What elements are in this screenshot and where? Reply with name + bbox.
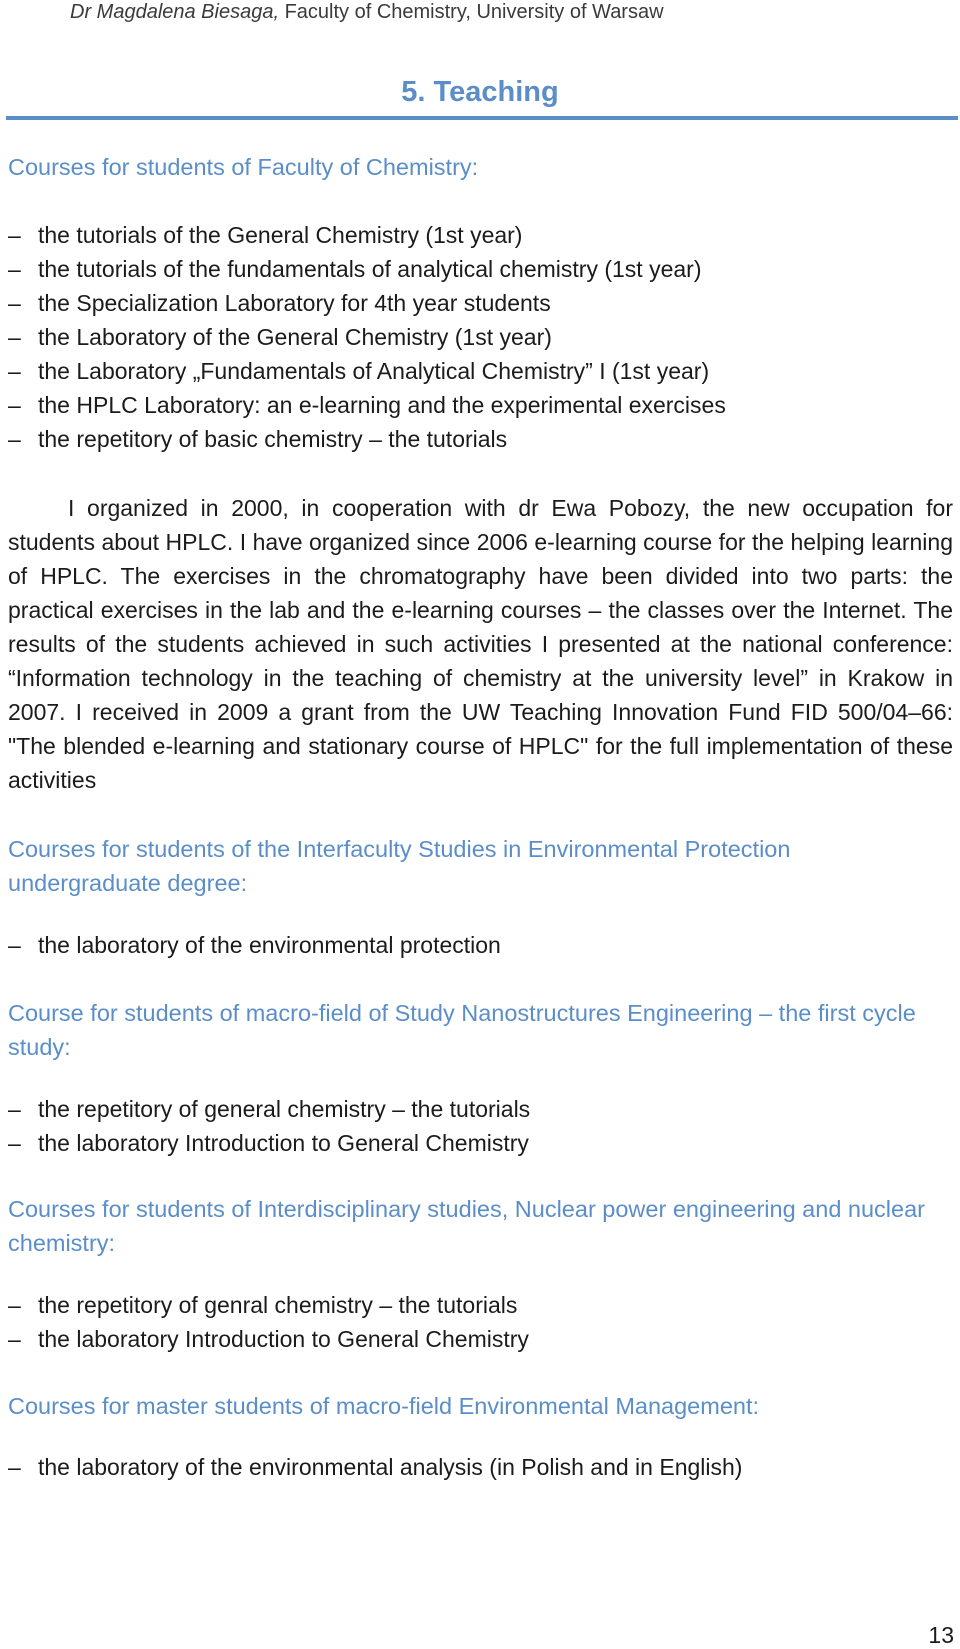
dash-bullet: – [8,1096,21,1122]
section-title: 5. Teaching [401,76,559,108]
course-list-environmental-protection [8,928,948,962]
list-item: – the Laboratory „Fundamentals of Analytical Chemistry” I (1st year) [8,354,948,388]
dash-bullet: – [8,392,21,418]
list-item: – the laboratory Introduction to General Chemistry [8,1322,948,1356]
course-list-faculty-chemistry [8,218,948,456]
dash-bullet: – [8,324,21,350]
list-item: – the HPLC Laboratory: an e-learning and the experimental exercises [8,388,948,422]
section-heading-nuclear: Courses for students of Interdisciplinary studies, Nuclear power engineering and nuclear chemistry: [8,1196,925,1256]
list-item: – the laboratory of the environmental protection [8,928,948,962]
title-rule [6,116,958,120]
section-heading-environmental-protection: Courses for students of the Interfaculty Studies in Environmental Protection undergraduate degree: [8,836,791,896]
course-list-nuclear [8,1288,948,1356]
hplc-paragraph: I organized in 2000, in cooperation with dr Ewa Pobozy, the new occupation for students about HPLC. I have organized since 2006 e-learning course for the helping learning of HPLC. The exercises in the chromatography have been divided into two parts: the practical exercises in the lab and the e-learning courses – the classes over the Internet. The results of the students achieved in such activities I presented at the national conference: “Information technology in the teaching of chemistry at the university level” in Krakow in 2007. I received in 2009 a grant from the UW Teaching Innovation Fund FID 500/04–66: "The blended e-learning and stationary course of HPLC" for the full implementation of these activities [8,495,953,793]
section-heading-nanostructures: Course for students of macro-field of Study Nanostructures Engineering – the first cycle study: [8,1000,916,1060]
list-item: – the repetitory of basic chemistry – the tutorials [8,422,948,456]
dash-bullet: – [8,222,21,248]
dash-bullet: – [8,290,21,316]
dash-bullet: – [8,1292,21,1318]
list-item: – the laboratory Introduction to General Chemistry [8,1126,948,1160]
page-number: 13 [928,1622,954,1648]
course-list-environmental-management [8,1450,948,1484]
dash-bullet: – [8,932,21,958]
list-item: – the repetitory of general chemistry – the tutorials [8,1092,948,1126]
dash-bullet: – [8,358,21,384]
dash-bullet: – [8,256,21,282]
list-item: – the Laboratory of the General Chemistry (1st year) [8,320,948,354]
dash-bullet: – [8,1326,21,1352]
course-list-nanostructures [8,1092,948,1160]
dash-bullet: – [8,426,21,452]
header-affiliation: Faculty of Chemistry, University of Warsaw [279,1,664,23]
section-heading-faculty-chemistry: Courses for students of Faculty of Chemistry: [8,154,479,180]
list-item: – the laboratory of the environmental analysis (in Polish and in English) [8,1450,948,1484]
dash-bullet: – [8,1130,21,1156]
section-heading-environmental-management: Courses for master students of macro-field Environmental Management: [8,1393,760,1419]
list-item: – the Specialization Laboratory for 4th year students [8,286,948,320]
list-item: – the repetitory of genral chemistry – the tutorials [8,1288,948,1322]
list-item: – the tutorials of the General Chemistry (1st year) [8,218,948,252]
list-item: – the tutorials of the fundamentals of analytical chemistry (1st year) [8,252,948,286]
running-header [70,0,664,24]
dash-bullet: – [8,1454,21,1480]
header-author: Dr Magdalena Biesaga, [70,1,280,23]
